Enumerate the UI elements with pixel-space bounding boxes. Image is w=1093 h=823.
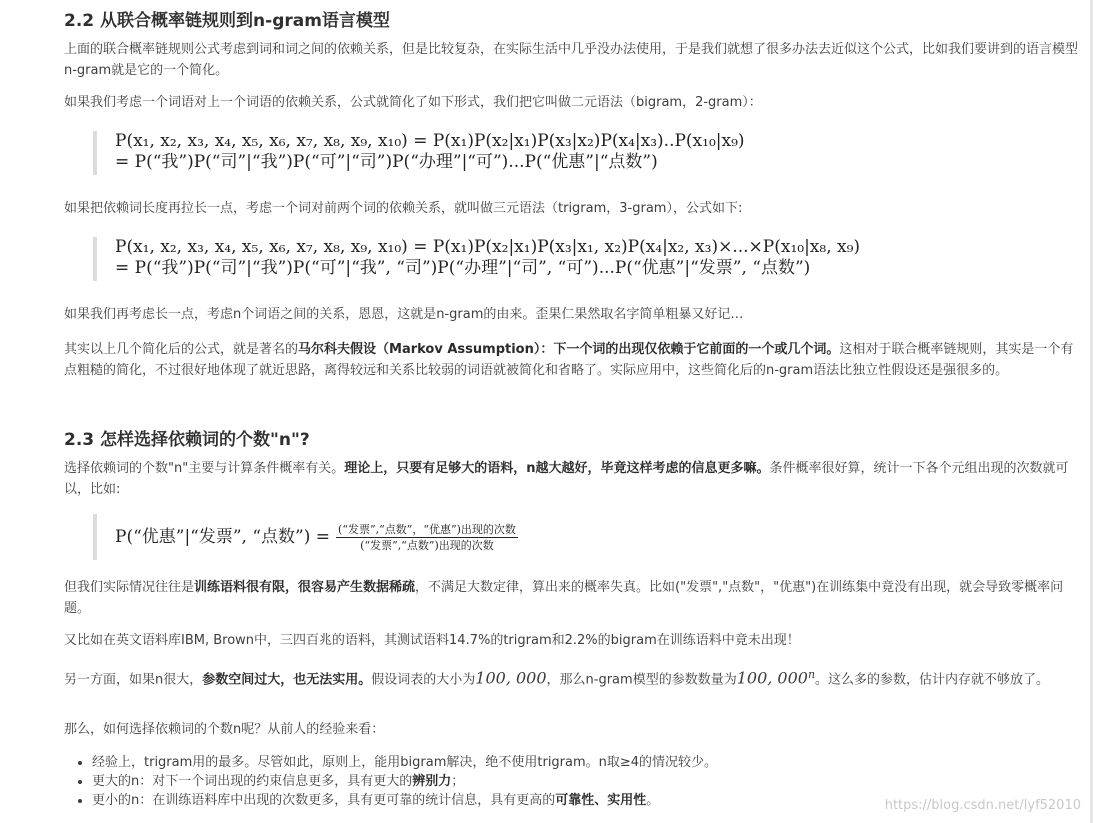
- paragraph-trigram-intro: 如果把依赖词长度再拉长一点，考虑一个词对前两个词的依赖关系，就叫做三元语法（trigram，3-gram），公式如下:: [64, 201, 743, 216]
- list-item-tail: 。: [646, 793, 660, 808]
- list-item-text: 更大的n：对下一个词出现的约束信息更多，具有更大的: [92, 774, 413, 789]
- param-post: 。这么多的参数，估计内存就不够放了。: [815, 672, 1050, 688]
- paragraph-markov: [64, 339, 1080, 381]
- section-heading-2-2: 2.2 从联合概率链规则到n-gram语言模型: [64, 11, 390, 31]
- list-item: [92, 772, 717, 791]
- sparsity-post: ，不满足大数定律，算出来的概率失真。比如("发票","点数"，"优惠")在训练集中竟没有出现，就会导致零概率问题。: [64, 580, 1064, 616]
- sparsity-pre: 但我们实际情况往往是: [64, 580, 195, 595]
- markov-pre: 其实以上几个简化后的公式，就是著名的: [64, 342, 299, 357]
- paragraph-bigram-intro: 如果我们考虑一个词语对上一个词语的依赖关系，公式就简化了如下形式，我们把它叫做二元语法（bigram，2-gram）：: [64, 95, 762, 110]
- markov-assumption-bold: 马尔科夫假设（Markov Assumption）：下一个词的出现仅依赖于它前面的一个或几个词。: [298, 342, 840, 357]
- bigram-formula: [93, 131, 745, 175]
- paragraph-ibm-brown: 又比如在英文语料库IBM, Brown中，三四百兆的语料，其测试语料14.7%的trigram和2.2%的bigram在训练语料中竟未出现！: [64, 633, 800, 648]
- bigram-formula-line1: P(x₁, x₂, x₃, x₄, x₅, x₆, x₇, x₈, x₉, x₁₀) = P(x₁)P(x₂|x₁)P(x₃|x₂)P(x₄|x₃)..P(x₁₀|x₉): [115, 131, 745, 151]
- experience-list: [64, 753, 717, 810]
- list-item-bold: 可靠性、实用性: [555, 793, 647, 808]
- markov-post: 这相对于联合概率链规则，其实是一个有点粗糙的简化，不过很好地体现了就近思路，离得较远和关系比较弱的词语就被简化和省略了。实际应用中，这些简化后的n-gram语法比独立性假设还是强很多的。: [64, 342, 1074, 378]
- list-item-bold: 辨别力: [412, 774, 452, 789]
- choose-n-post: 条件概率很好算，统计一下各个元组出现的次数就可以，比如:: [64, 461, 1069, 497]
- cond-formula-fraction: [336, 522, 518, 553]
- param-bold: 参数空间过大，也无法实用。: [202, 672, 372, 688]
- section-heading-2-3: 2.3 怎样选择依赖词的个数"n"?: [64, 430, 310, 450]
- param-mid: 假设词表的大小为: [371, 672, 476, 688]
- conditional-prob-formula: [93, 514, 518, 560]
- trigram-formula-line1: P(x₁, x₂, x₃, x₄, x₅, x₆, x₇, x₈, x₉, x₁₀) = P(x₁)P(x₂|x₁)P(x₃|x₁, x₂)P(x₄|x₂, x₃)×...×P(x₁₀|x₈, x₉): [115, 237, 861, 257]
- cond-formula-numerator: (“发票”,“点数”，“优惠”)出现的次数: [338, 522, 516, 536]
- paragraph-data-sparsity: [64, 577, 1080, 619]
- param-pre: 另一方面，如果n很大，: [64, 672, 203, 688]
- list-item: [92, 753, 717, 772]
- list-item: [92, 791, 717, 810]
- param-mid2: ，那么n-gram模型的参数数量为: [546, 672, 737, 688]
- cond-formula-lhs: P(“优惠”|“发票”, “点数”) =: [115, 526, 331, 547]
- trigram-formula-line2: = P(“我”)P(“司”|“我”)P(“可”|“我”, “司”)P(“办理”|“司”, “可”)...P(“优惠”|“发票”, “点数”): [115, 258, 811, 278]
- paragraph-intro: 上面的联合概率链规则公式考虑到词和词之间的依赖关系，但是比较复杂，在实际生活中几乎没办法使用，于是我们就想了很多办法去近似这个公式，比如我们要讲到的语言模型n-gram就是它的一个简化。: [64, 42, 1079, 78]
- sparsity-bold: 训练语料很有限，很容易产生数据稀疏: [194, 580, 416, 595]
- paragraph-how-to-choose: 那么，如何选择依赖词的个数n呢？从前人的经验来看：: [64, 722, 385, 737]
- choose-n-pre: 选择依赖词的个数"n"主要与计算条件概率有关。: [64, 461, 345, 476]
- list-item-text: 经验上，trigram用的最多。尽管如此，原则上，能用bigram解决，绝不使用trigram。n取≥4的情况较少。: [92, 755, 718, 770]
- vocab-size-math: 100, 000: [475, 668, 547, 688]
- choose-n-bold: 理论上，只要有足够大的语料，n越大越好，毕竟这样考虑的信息更多嘛。: [344, 461, 770, 476]
- watermark: https://blog.csdn.net/lyf52010: [884, 798, 1081, 813]
- paragraph-choose-n: [64, 458, 1080, 500]
- param-count-math: 100, 000: [736, 668, 808, 688]
- list-item-tail: ；: [451, 774, 465, 789]
- list-item-text: 更小的n：在训练语料库中出现的次数更多，具有更可靠的统计信息，具有更高的: [92, 793, 556, 808]
- cond-formula-denominator: (“发票”,“点数”)出现的次数: [360, 538, 494, 552]
- paragraph-param-space: [64, 664, 1080, 690]
- param-count-exponent: n: [807, 668, 816, 681]
- paragraph-ngram-origin: 如果我们再考虑长一点，考虑n个词语之间的关系，恩恩，这就是n-gram的由来。歪果仁果然取名字简单粗暴又好记…: [64, 307, 744, 322]
- trigram-formula: [93, 237, 860, 281]
- bigram-formula-line2: = P(“我”)P(“司”|“我”)P(“可”|“司”)P(“办理”|“可”)...P(“优惠”|“点数”): [115, 152, 658, 172]
